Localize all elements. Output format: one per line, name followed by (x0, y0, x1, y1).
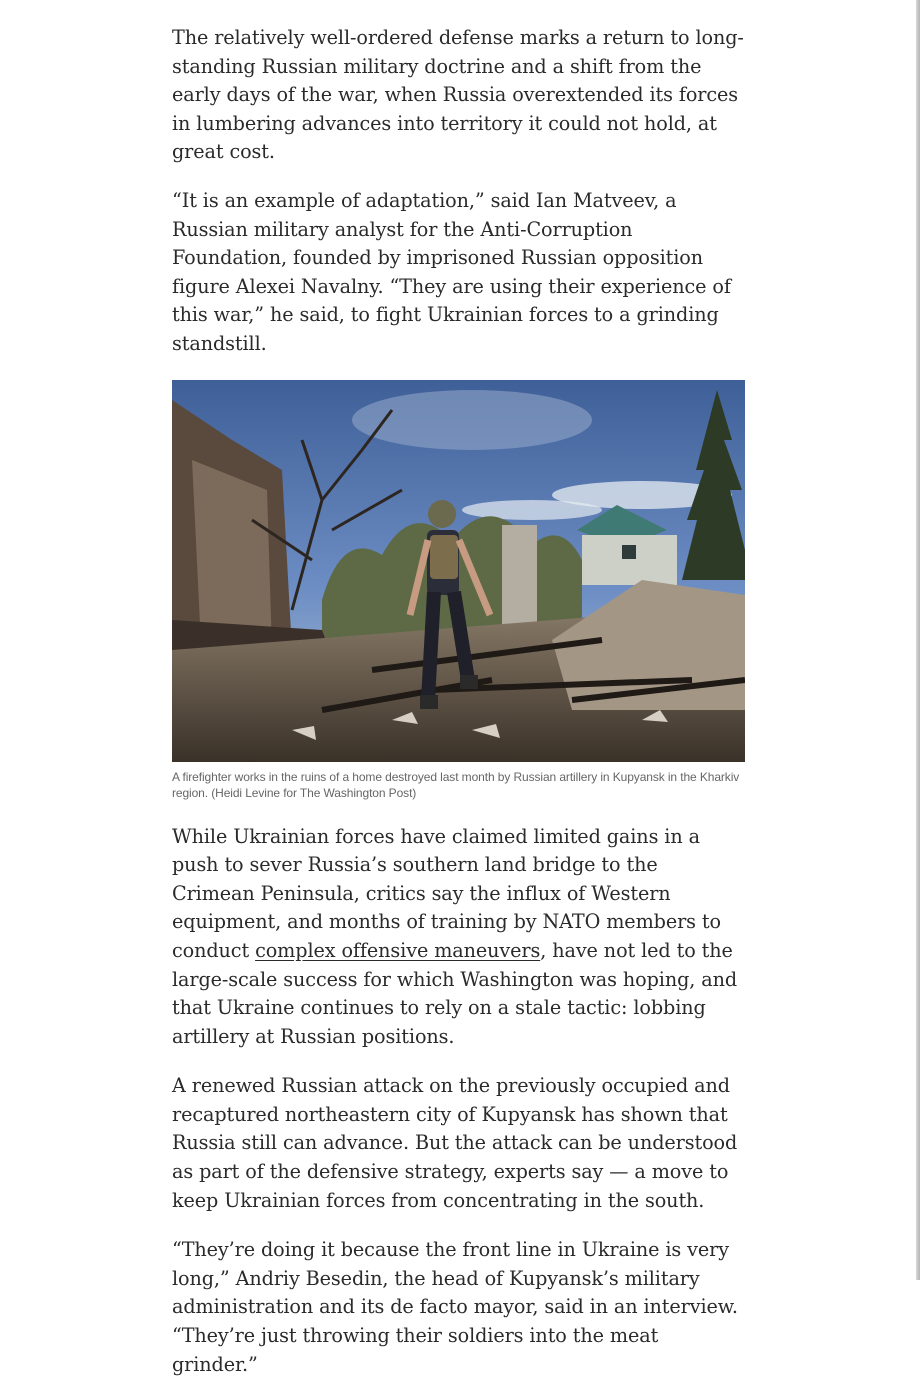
paragraph-besedin-quote: “They’re doing it because the front line in Ukraine is very long,” Andriy Besedin, the head of Kupyansk’s military administration and its de facto mayor, said in an interview. “They’re just throwing their soldiers into the meat grinder.” (172, 1238, 738, 1376)
body-armor (430, 535, 458, 579)
photo-caption: A firefighter works in the ruins of a home destroyed last month by Russian artillery in Kupyansk in the Kharkiv region. (Heidi Levine for The Washington Post) (172, 769, 740, 800)
helmet (428, 500, 456, 528)
paragraph-kupyansk-attack: A renewed Russian attack on the previously occupied and recaptured northeastern city of Kupyansk has shown that Russia still can advance. But the attack can be understood as part of the defensive strategy, experts say — a move to keep Ukrainian forces from concentrating in the south. (172, 1074, 738, 1212)
complex-offensive-maneuvers-link[interactable]: complex offensive maneuvers (255, 938, 541, 962)
paragraph-doctrine: The relatively well-ordered defense marks a return to long-standing Russian military doctrine and a shift from the early days of the war, when Russia overextended its forces in lumbering advances into territory it could not hold, at great cost. (172, 26, 744, 164)
boot (460, 675, 478, 689)
paragraph-text: , have not led to the large-scale success for which Washington was hoping, and that Ukraine continues to rely on a stale tactic: lobbing artillery at Russian positions. (172, 938, 738, 1048)
house-window (622, 545, 636, 559)
article-figure (172, 380, 746, 801)
window-edge (916, 0, 920, 1280)
boot (420, 695, 438, 709)
paragraph-text: While Ukrainian forces have claimed limited gains in a push to sever Russia’s southern land bridge to the Crimean Peninsula, critics say the influx of Western equipment, and months of training by NATO members to conduct (172, 824, 721, 962)
paragraph-matveev-quote: “It is an example of adaptation,” said Ian Matveev, a Russian military analyst for the Anti-Corruption Foundation, founded by imprisoned Russian opposition figure Alexei Navalny. “They are using their experience of this war,” he said, to fight Ukrainian forces to a grinding standstill. (172, 188, 731, 355)
house-wall (582, 535, 677, 585)
cloud (352, 390, 592, 450)
ruins-photo (172, 380, 745, 762)
cloud (462, 500, 602, 520)
article-body (172, 24, 746, 1400)
paragraph-ukraine-gains (172, 823, 746, 1052)
